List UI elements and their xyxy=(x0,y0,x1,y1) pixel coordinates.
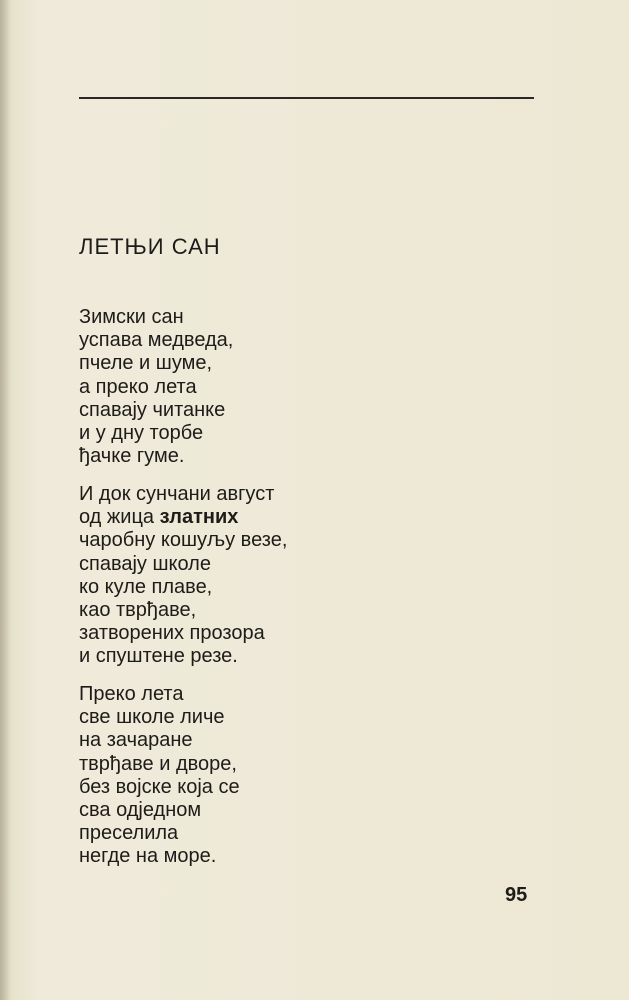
poem-line: Зимски сан xyxy=(79,306,184,328)
poem-line: чаробну кошуљу везе, xyxy=(79,529,288,552)
poem-line-part: од жица xyxy=(79,506,160,529)
poem-line: преселила xyxy=(79,822,179,845)
poem-title: ЛЕТЊИ САН xyxy=(79,234,221,259)
poem-line: негде на море. xyxy=(79,845,217,868)
poem-line: успава медведа, xyxy=(79,329,234,352)
poem-line: И док сунчани август xyxy=(79,483,275,505)
poem-line: Преко лета xyxy=(79,683,184,705)
poem-line-bold-word: златних xyxy=(159,506,239,529)
spine-shadow xyxy=(0,0,10,1000)
stanza-2 xyxy=(79,483,287,669)
poem-line xyxy=(79,506,287,529)
poem-line: а преко лета xyxy=(79,375,197,398)
poem-line: ђачке гуме. xyxy=(79,445,185,468)
poem-line: и спуштене резе. xyxy=(79,645,238,668)
header-rule xyxy=(79,97,534,99)
poem-line: све школе личе xyxy=(79,706,225,729)
stanza-3 xyxy=(79,683,240,869)
poem-line: без војске која се xyxy=(79,775,240,798)
poem-line: затворених прозора xyxy=(79,622,265,645)
poem-line: спавају школе xyxy=(79,552,211,575)
poem-line: и у дну торбе xyxy=(79,422,204,445)
poem-line: ко куле плаве, xyxy=(79,575,213,598)
poem-line: тврђаве и дворе, xyxy=(79,752,237,775)
page-number: 95 xyxy=(505,884,528,906)
poem-line: као тврђаве, xyxy=(79,599,197,622)
poem-line: спавају читанке xyxy=(79,398,226,421)
poem-line: сва одједном xyxy=(79,799,202,822)
poem-line: пчеле и шуме, xyxy=(79,352,213,375)
stanza-1 xyxy=(79,306,233,468)
poem-line: на зачаране xyxy=(79,729,193,752)
